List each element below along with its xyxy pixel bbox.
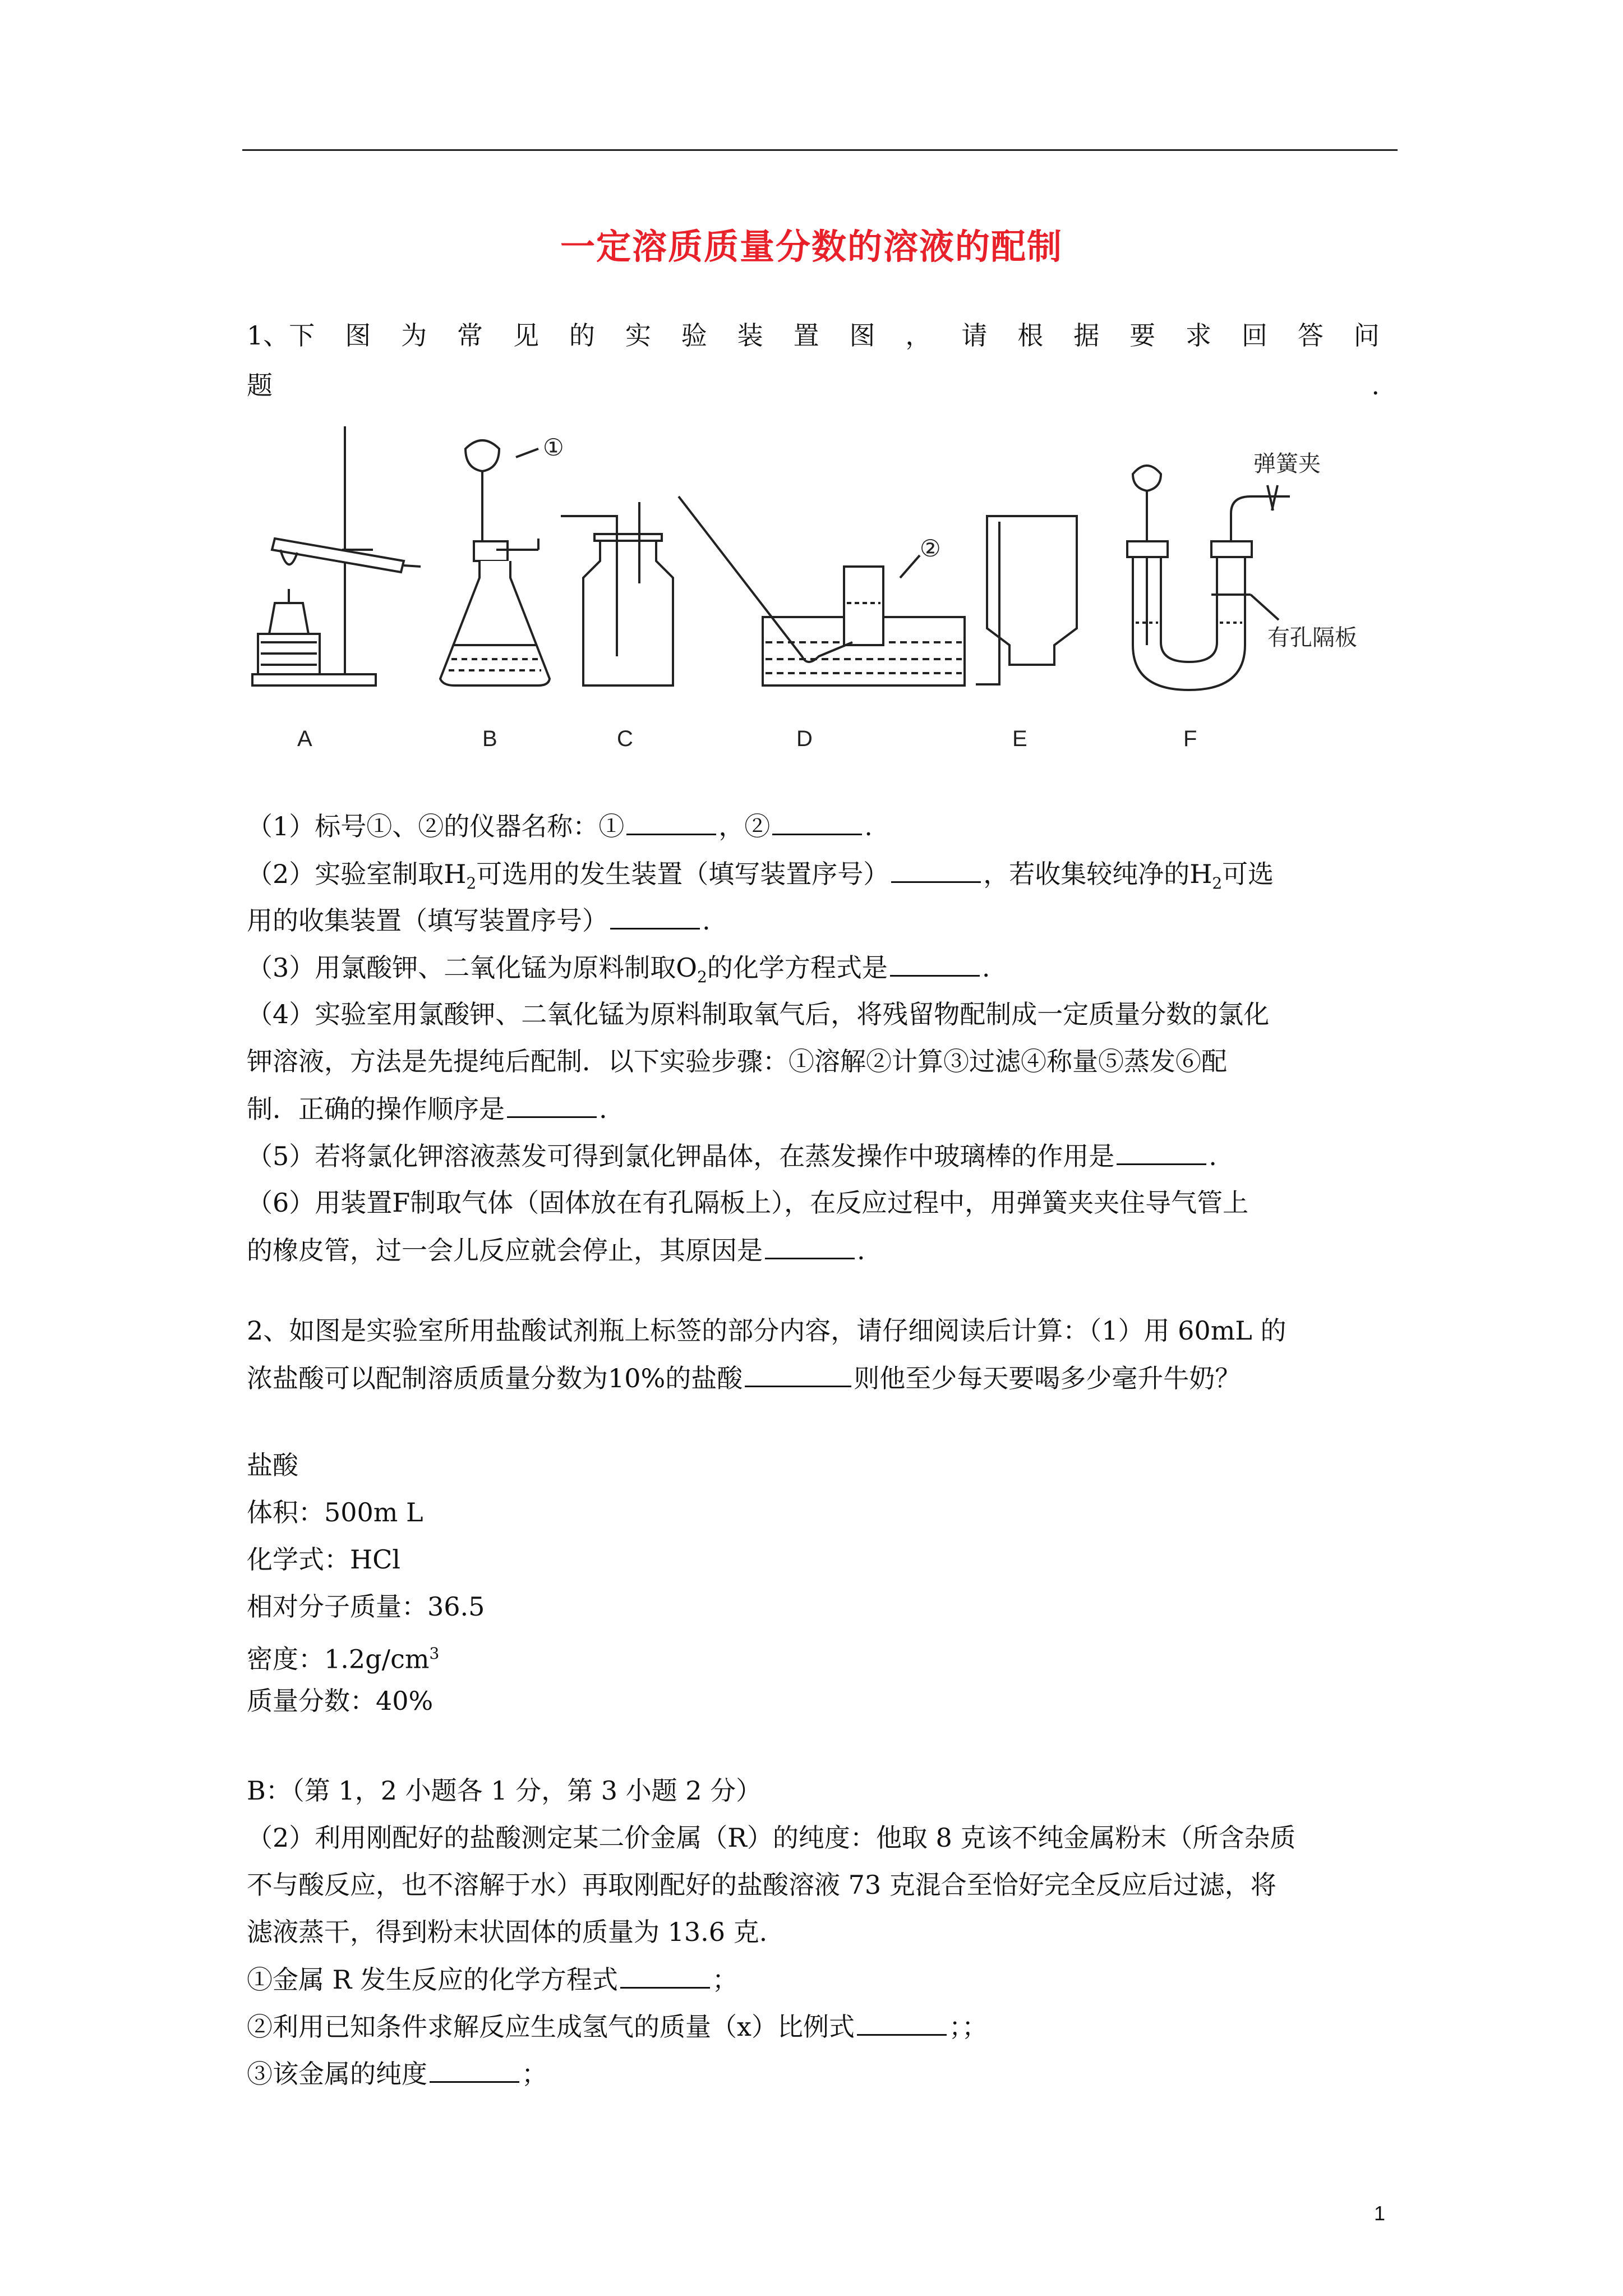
header-rule xyxy=(242,149,1398,151)
answer-blank[interactable] xyxy=(857,2008,947,2036)
apparatus-f xyxy=(1127,466,1290,690)
label-b: B xyxy=(482,726,497,751)
apparatus-e xyxy=(976,516,1077,684)
page-number: 1 xyxy=(1374,2202,1386,2225)
q1-sub1: （1）标号①、②的仪器名称：① ，② . xyxy=(247,808,873,844)
q1-sub2-line2: 用的收集装置（填写装置序号） . xyxy=(247,902,711,938)
answer-blank[interactable] xyxy=(765,1232,855,1259)
q1-intro-line1: 1、下 图 为 常 见 的 实 验 装 置 图 ， 请 根 据 要 求 回 答 问 xyxy=(247,320,1380,351)
label-molar-mass: 相对分子质量：36.5 xyxy=(247,1591,485,1622)
answer-blank[interactable] xyxy=(610,902,700,930)
label-name: 盐酸 xyxy=(247,1450,298,1480)
q1-sub4-line1: （4）实验室用氯酸钾、二氧化锰为原料制取氧气后，将残留物配制成一定质量分数的氯化 xyxy=(247,999,1270,1029)
label-a: A xyxy=(297,726,312,751)
q2-line2: 浓盐酸可以配制溶质质量分数为10%的盐酸 则他至少每天要喝多少毫升牛奶？ xyxy=(247,1360,1241,1396)
answer-blank[interactable] xyxy=(890,949,980,977)
q1-sub4-line3: 制．正确的操作顺序是 . xyxy=(247,1091,607,1127)
q2-part2-line3: 滤液蒸干，得到粉末状固体的质量为 13.6 克. xyxy=(247,1917,768,1947)
q2-calc3: ③该金属的纯度 ； xyxy=(247,2055,547,2092)
marker-1: ① xyxy=(543,434,564,461)
label-d: D xyxy=(796,726,813,751)
q1-intro-line2: 题 . xyxy=(247,370,1380,401)
q2-part2-line2: 不与酸反应，也不溶解于水）再取刚配好的盐酸溶液 73 克混合至恰好完全反应后过滤，将 xyxy=(247,1870,1276,1900)
apparatus-figure xyxy=(236,409,1413,757)
answer-blank[interactable] xyxy=(1117,1138,1206,1165)
q1-sub6-line2: 的橡皮管，过一会儿反应就会停止，其原因是 . xyxy=(247,1232,865,1268)
q1-sub6-line1: （6）用装置F制取气体（固体放在有孔隔板上），在反应过程中，用弹簧夹夹住导气管上 xyxy=(247,1188,1249,1218)
q1-sub4-line2: 钾溶液，方法是先提纯后配制．以下实验步骤：①溶解②计算③过滤④称量⑤蒸发⑥配 xyxy=(247,1046,1227,1076)
q1-sub5: （5）若将氯化钾溶液蒸发可得到氯化钾晶体，在蒸发操作中玻璃棒的作用是 . xyxy=(247,1138,1217,1174)
answer-blank[interactable] xyxy=(626,808,716,835)
q2-line1: 2、如图是实验室所用盐酸试剂瓶上标签的部分内容，请仔细阅读后计算：（1）用 60mL 的 xyxy=(247,1315,1287,1346)
label-volume: 体积：500m L xyxy=(247,1497,423,1527)
q1-sub3: （3）用氯酸钾、二氧化锰为原料制取$O_2$的化学方程式是 . xyxy=(247,949,990,995)
answer-blank[interactable] xyxy=(620,1961,710,1989)
marker-2: ② xyxy=(920,535,941,562)
answer-blank[interactable] xyxy=(891,855,981,883)
apparatus-a xyxy=(252,426,421,685)
answer-blank[interactable] xyxy=(745,1360,851,1387)
label-c: C xyxy=(617,726,633,751)
apparatus-c xyxy=(561,502,673,685)
q1-sub2-line1: （2）实验室制取$H_2$可选用的发生装置（填写装置序号） ，若收集较纯净的$H_2$可选 xyxy=(247,855,1274,901)
label-mass-fraction: 质量分数：40% xyxy=(247,1686,434,1716)
answer-blank[interactable] xyxy=(430,2055,519,2083)
label-density: 密度：$1.2g/cm^3$ xyxy=(247,1644,440,1674)
answer-blank[interactable] xyxy=(507,1091,597,1118)
label-f: F xyxy=(1183,726,1197,751)
spring-clip-label: 弹簧夹 xyxy=(1253,452,1321,476)
label-e: E xyxy=(1012,726,1027,751)
page-title: 一定溶质质量分数的溶液的配制 xyxy=(560,226,1063,267)
label-formula: 化学式：HCl xyxy=(247,1544,401,1575)
q2-calc2: ②利用已知条件求解反应生成氢气的质量（x）比例式 ；； xyxy=(247,2008,988,2045)
apparatus-b xyxy=(440,440,550,685)
answer-blank[interactable] xyxy=(772,808,862,835)
perforated-plate-label: 有孔隔板 xyxy=(1267,625,1357,650)
q2-calc1: ①金属 R 发生反应的化学方程式 ； xyxy=(247,1961,738,1998)
apparatus-d xyxy=(679,496,965,685)
q2-part2-line1: （2）利用刚配好的盐酸测定某二价金属（R）的纯度：他取 8 克该不纯金属粉末（所含杂质 xyxy=(247,1823,1296,1853)
part-b-heading: B：（第 1，2 小题各 1 分，第 3 小题 2 分） xyxy=(247,1775,762,1806)
